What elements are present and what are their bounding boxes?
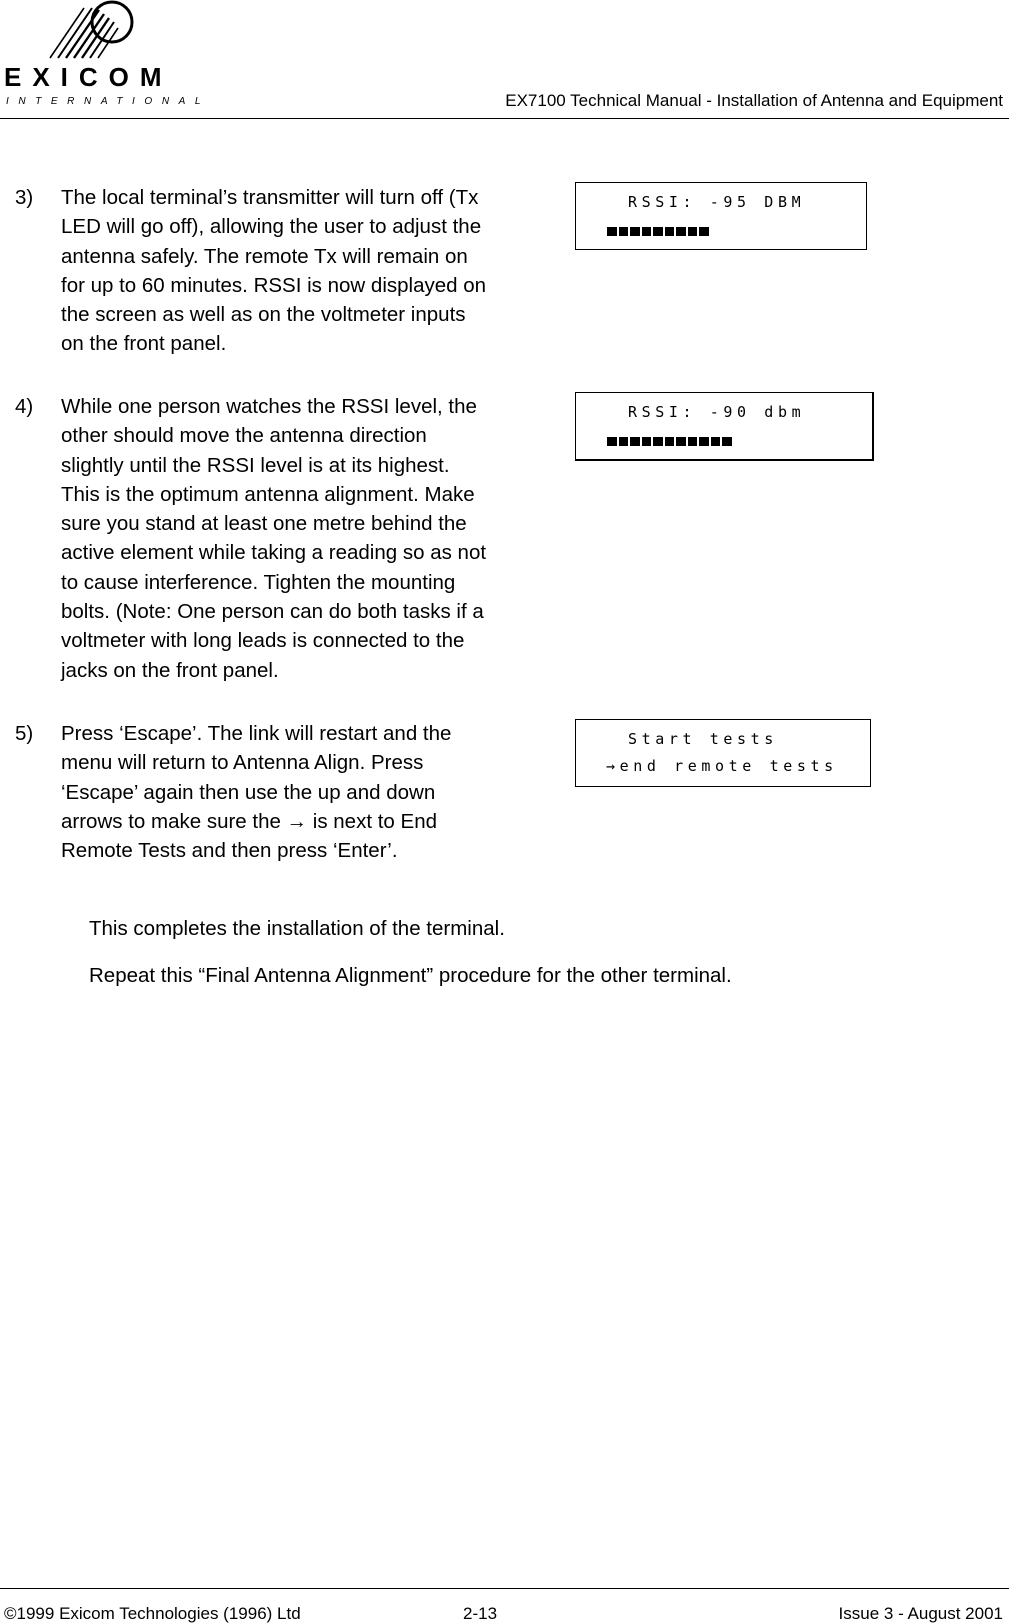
rssi-bar-segment (619, 227, 629, 236)
lcd-line-1: RSSI: -95 DBM (628, 193, 806, 211)
rssi-bar-segment (642, 437, 652, 446)
rssi-bar-segment (619, 437, 629, 446)
step-text: Press ‘Escape’. The link will restart and the menu will return to Antenna Align. Press ‘Escape’ again then use the up and down arrows to make sure the → is next to End Remote Tests and then press ‘Enter’. (61, 722, 452, 863)
exicom-logo-mark (4, 0, 174, 110)
header-divider (0, 118, 1009, 119)
rssi-bar-segment (653, 437, 663, 446)
rssi-bar-segment (653, 227, 663, 236)
step-number: 5) (15, 722, 34, 745)
page-number: 2-13 (463, 1604, 498, 1623)
rssi-bar-segment (676, 437, 686, 446)
closing-paragraph: This completes the installation of the terminal. (89, 917, 505, 940)
step-text: The local terminal’s transmitter will turn off (Tx LED will go off), allowing the user to adjust the antenna safely. The remote Tx will remain on for up to 60 minutes. RSSI is now displayed on the screen as well as on the voltmeter inputs on the front panel. (61, 186, 487, 356)
footer-divider (0, 1588, 1009, 1589)
rssi-bar-segment (630, 437, 640, 446)
issue-info: Issue 3 - August 2001 (838, 1604, 1003, 1623)
lcd-display-rssi-90 (575, 392, 874, 461)
rssi-bar-segment (676, 227, 686, 236)
rssi-bar-graph (607, 437, 732, 446)
rssi-bar-segment (607, 227, 617, 236)
rssi-bar-segment (642, 227, 652, 236)
rssi-bar-segment (699, 437, 709, 446)
step-text: While one person watches the RSSI level, the other should move the antenna direction slightly until the RSSI level is at its highest. This is the optimum antenna alignment. Make sure you stand at least one metre behind the active element while taking a reading so as not to cause interference. Tighten the mounting bolts. (Note: One person can do both tasks if a voltmeter with long leads is connected to the jacks on the front panel. (61, 395, 487, 682)
rssi-bar-segment (665, 437, 675, 446)
lcd-line-2: →end remote tests (606, 757, 838, 775)
rssi-bar-segment (699, 227, 709, 236)
lcd-line-1: RSSI: -90 dbm (628, 403, 806, 421)
step-number: 3) (15, 186, 34, 209)
rssi-bar-segment (711, 437, 721, 446)
lcd-display-menu (575, 719, 871, 787)
lcd-display-rssi-95 (575, 182, 867, 250)
step-number: 4) (15, 395, 34, 418)
footer-copyright: ©1999 Exicom Technologies (1996) Ltd (4, 1604, 301, 1623)
rssi-bar-segment (688, 437, 698, 446)
lcd-line-1: Start tests (628, 730, 778, 748)
logo-wordmark: EXICOM (4, 62, 173, 92)
logo-subtitle: INTERNATIONAL (6, 96, 211, 107)
closing-paragraph: Repeat this “Final Antenna Alignment” procedure for the other terminal. (89, 964, 732, 987)
rssi-bar-graph (607, 227, 709, 236)
rssi-bar-segment (607, 437, 617, 446)
document-title: EX7100 Technical Manual - Installation of Antenna and Equipment (505, 91, 1003, 110)
rssi-bar-segment (630, 227, 640, 236)
rssi-bar-segment (688, 227, 698, 236)
rssi-bar-segment (665, 227, 675, 236)
rssi-bar-segment (722, 437, 732, 446)
